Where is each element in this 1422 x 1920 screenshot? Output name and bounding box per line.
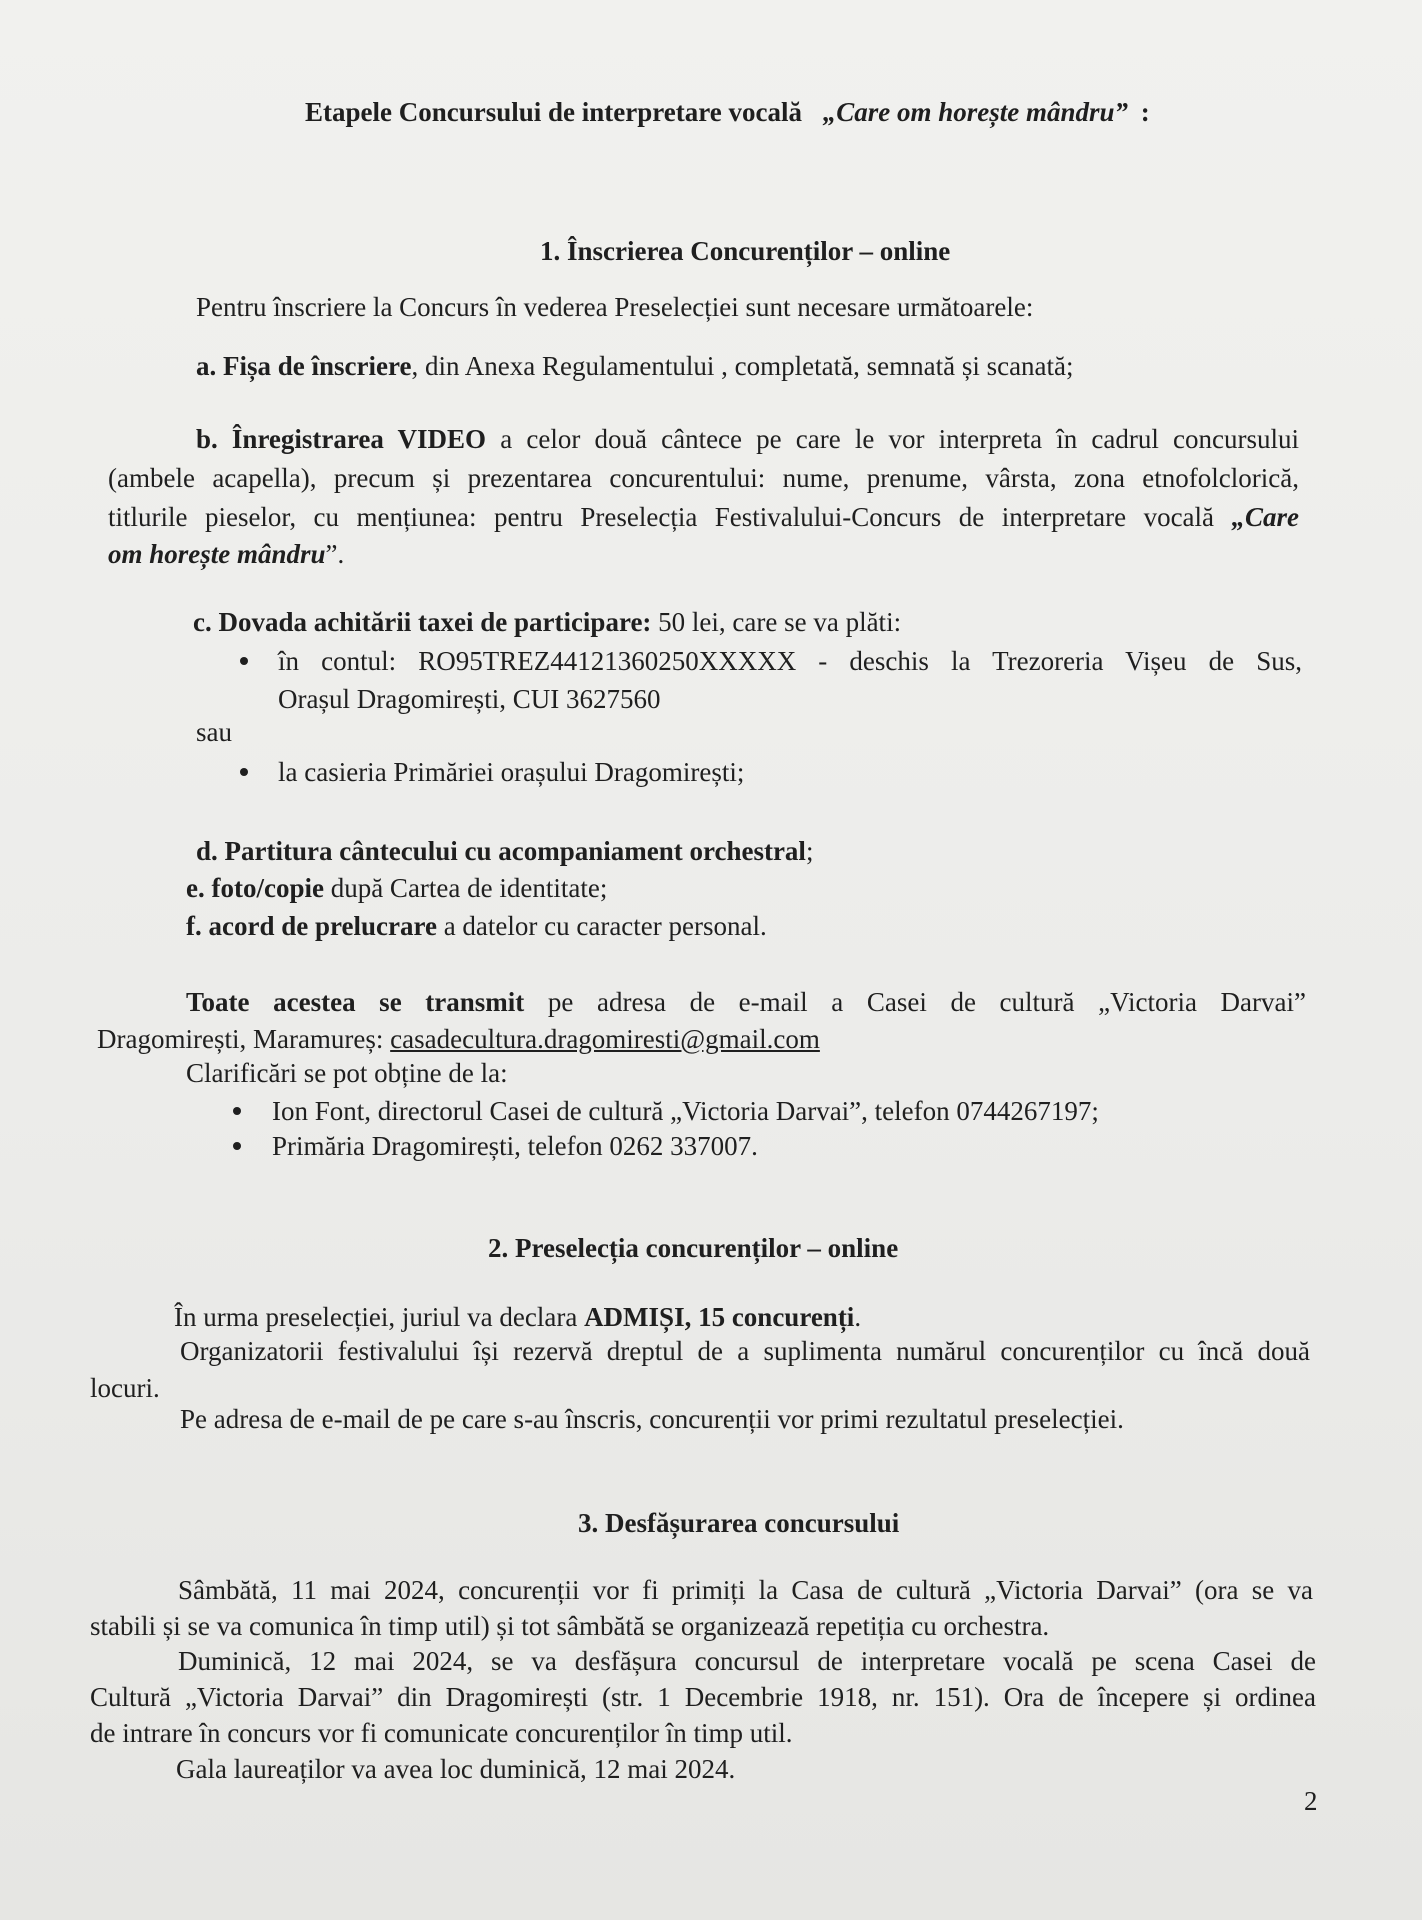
item-d-label: d. Partitura cântecului cu acompaniament orchestral: [196, 836, 806, 866]
item-b-contest-name-start: „Care: [1231, 502, 1299, 532]
title-contest-name: „Care om horește mândru”: [822, 97, 1129, 127]
item-a-text: , din Anexa Regulamentului , completată, semnată și scanată;: [411, 351, 1074, 381]
section-1-heading: 1. Înscrierea Concurenților – online: [540, 236, 951, 266]
item-b-label: b. Înregistrarea VIDEO: [196, 424, 487, 454]
contact-city-hall: Primăria Dragomirești, telefon 0262 337007.: [272, 1131, 758, 1161]
item-b-text: a celor două cântece pe care le vor interpreta în cadrul concursului: [500, 424, 1299, 454]
item-f-text: a datelor cu caracter personal.: [436, 911, 767, 941]
submission-line2: [97, 1024, 820, 1055]
title-prefix: Etapele Concursului de interpretare vocală: [305, 97, 802, 127]
email-link[interactable]: casadecultura.dragomiresti@gmail.com: [390, 1024, 820, 1054]
email-results-note: Pe adresa de e-mail de pe care s-au înscris, concurenții vor primi rezultatul preselecției.: [180, 1404, 1124, 1434]
preselection-result: [174, 1302, 861, 1333]
cashier-option: la casieria Primăriei orașului Dragomirești;: [278, 757, 745, 787]
organizers-note-line2: locuri.: [90, 1373, 160, 1403]
item-b-line2: (ambele acapella), precum și prezentarea concurentului: nume, prenume, vârsta, zona etnofolclorică,: [108, 463, 1299, 493]
item-f: [186, 911, 767, 942]
sunday-line1: Duminică, 12 mai 2024, se va desfășura concursul de interpretare vocală pe scena Casei de: [178, 1646, 1316, 1676]
document-title: [305, 97, 1150, 128]
item-c-text: 50 lei, care se va plăti:: [651, 607, 902, 637]
title-colon: :: [1140, 97, 1150, 127]
organizers-note-line1: Organizatorii festivalului își rezervă dreptul de a suplimenta numărul concurenților cu încă două: [180, 1336, 1310, 1366]
bullet-icon: [240, 657, 248, 665]
submission-text: pe adresa de e-mail a Casei de cultură „Victoria Darvai”: [547, 987, 1306, 1017]
saturday-line2: stabili și se va comunica în timp util) și tot sâmbătă se organizează repetiția cu orchestra.: [90, 1611, 1050, 1641]
preselection-end: .: [854, 1302, 862, 1332]
item-e-label: e. foto/copie: [186, 873, 324, 903]
section-2-heading: 2. Preselecția concurenților – online: [488, 1233, 899, 1263]
saturday-line1: Sâmbătă, 11 mai 2024, concurenții vor fi primiți la Casa de cultură „Victoria Darvai” (ora se va: [178, 1575, 1313, 1605]
bank-account-line1: în contul: RO95TREZ44121360250XXXXX - deschis la Trezoreria Vișeu de Sus,: [278, 646, 1302, 676]
section-1-intro: Pentru înscriere la Concurs în vederea Preselecției sunt necesare următoarele:: [196, 292, 1034, 322]
item-b-contest-name-end: om horește mândru: [108, 539, 326, 569]
item-c: [193, 607, 901, 638]
item-b-line4-end: ”.: [325, 539, 345, 569]
contact-director: Ion Font, directorul Casei de cultură „Victoria Darvai”, telefon 0744267197;: [272, 1096, 1099, 1126]
admitted-count: ADMIȘI, 15 concurenți: [584, 1302, 855, 1332]
item-b-line1: [196, 424, 1299, 455]
submission-location: Dragomirești, Maramureș:: [97, 1024, 391, 1054]
item-a: [196, 351, 1074, 382]
item-a-label: a. Fișa de înscriere: [196, 351, 412, 381]
item-b-line3-text: titlurile pieselor, cu mențiunea: pentru Preselecția Festivalului-Concurs de interpretare vocală: [108, 502, 1215, 532]
bullet-icon: [240, 768, 248, 776]
bullet-icon: [233, 1107, 241, 1115]
section-3-heading: 3. Desfășurarea concursului: [578, 1508, 900, 1538]
bank-account-line2: Orașul Dragomirești, CUI 3627560: [278, 684, 661, 714]
or-word: sau: [196, 717, 232, 747]
item-f-label: f. acord de prelucrare: [186, 911, 437, 941]
submission-line1: [186, 987, 1306, 1018]
item-d-end: ;: [805, 836, 814, 866]
submission-label: Toate acestea se transmit: [186, 987, 525, 1017]
page-number: 2: [1304, 1786, 1318, 1816]
preselection-text: În urma preselecției, juriul va declara: [174, 1302, 585, 1332]
item-e-text: după Cartea de identitate;: [323, 873, 608, 903]
sunday-line3: de intrare în concurs vor fi comunicate concurenților în timp util.: [90, 1718, 793, 1748]
item-d: [196, 836, 813, 867]
gala-note: Gala laureaților va avea loc duminică, 12 mai 2024.: [176, 1754, 736, 1784]
item-b-line3: [108, 502, 1299, 533]
item-c-label: c. Dovada achitării taxei de participare:: [193, 607, 652, 637]
item-b-line4: [108, 539, 344, 570]
bullet-icon: [233, 1142, 241, 1150]
item-e: [186, 873, 607, 904]
sunday-line2: Cultură „Victoria Darvai” din Dragomirești (str. 1 Decembrie 1918, nr. 151). Ora de începere și ordinea: [90, 1682, 1316, 1712]
clarifications-label: Clarificări se pot obține de la:: [186, 1058, 508, 1088]
